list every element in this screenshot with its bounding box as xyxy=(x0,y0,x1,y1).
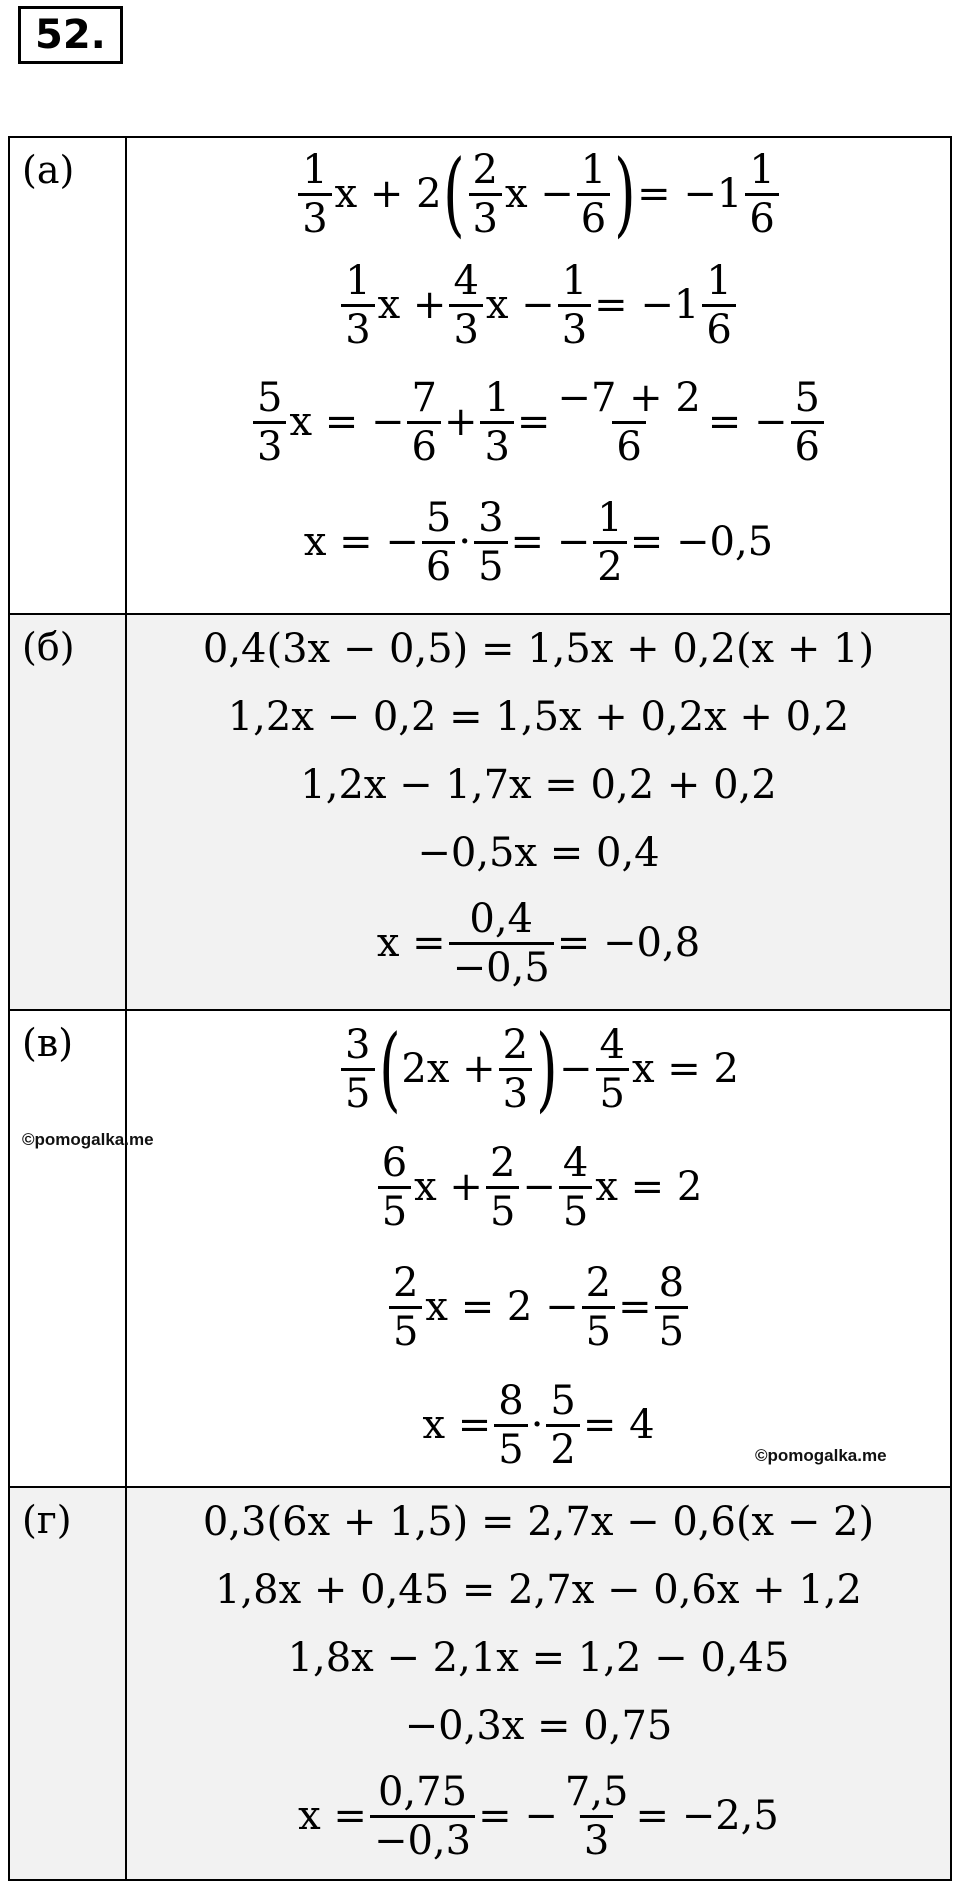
part-a-label: (а) xyxy=(9,137,126,614)
denominator: 3 xyxy=(469,193,502,239)
fraction xyxy=(499,1021,532,1117)
denominator: 5 xyxy=(494,1424,527,1470)
fraction xyxy=(474,494,507,590)
part-d-line-1: 0,3(6x + 1,5) = 2,7x − 0,6(x − 2) xyxy=(202,1499,875,1545)
denominator: −0,3 xyxy=(370,1815,475,1861)
part-b-line-1: 0,4(3x − 0,5) = 1,5x + 0,2(x + 1) xyxy=(202,626,875,672)
expr-text: x + xyxy=(414,1164,483,1210)
expr-text: = − xyxy=(478,1793,558,1839)
part-a-line-1 xyxy=(295,138,782,250)
fraction xyxy=(449,895,554,991)
denominator: 5 xyxy=(389,1306,422,1352)
fraction xyxy=(494,1377,527,1473)
expr-text: = xyxy=(618,1284,652,1330)
part-c-row xyxy=(9,1010,951,1487)
part-a-line-2 xyxy=(338,250,739,360)
part-d-row xyxy=(9,1487,951,1880)
fraction xyxy=(341,257,374,353)
fraction xyxy=(480,374,513,470)
right-paren: ) xyxy=(536,1015,558,1122)
numerator: 1 xyxy=(484,374,510,421)
fraction xyxy=(422,494,455,590)
right-paren: ) xyxy=(614,140,636,247)
fraction xyxy=(486,1139,519,1235)
expr-text: + xyxy=(443,399,478,445)
numerator: −7 + 2 xyxy=(557,374,701,421)
expr-text: = −1 xyxy=(637,171,743,217)
numerator: 0,75 xyxy=(377,1768,468,1815)
expr-text: = −0,5 xyxy=(629,519,774,565)
denominator: 5 xyxy=(474,541,507,587)
expr-text: x = − xyxy=(289,399,405,445)
expr-text: = −1 xyxy=(594,282,700,328)
numerator: 1 xyxy=(706,257,732,304)
expr-text: − xyxy=(522,1164,556,1210)
expr-text: − xyxy=(559,1046,593,1092)
expr-text: · xyxy=(530,1402,544,1448)
part-c-line-3 xyxy=(386,1247,691,1367)
part-a-solution xyxy=(126,137,951,614)
numerator: 7,5 xyxy=(564,1768,629,1815)
fraction xyxy=(791,374,824,470)
denominator: 5 xyxy=(559,1186,592,1232)
expr-text: x + 2 xyxy=(334,171,442,217)
watermark-right: ©pomogalka.me xyxy=(755,1446,887,1465)
fraction xyxy=(449,257,482,353)
denominator: 6 xyxy=(422,541,455,587)
fraction xyxy=(407,374,440,470)
fraction xyxy=(655,1259,688,1355)
numerator: 1 xyxy=(580,146,607,193)
fraction xyxy=(582,1259,615,1355)
part-a-line-3 xyxy=(250,360,827,484)
denominator: 3 xyxy=(449,304,482,350)
problem-number: 52. xyxy=(18,6,123,64)
numerator: 0,4 xyxy=(469,895,534,942)
fraction xyxy=(389,1259,422,1355)
numerator: 2 xyxy=(472,146,498,193)
denominator: −0,5 xyxy=(449,942,554,988)
denominator: 6 xyxy=(702,304,735,350)
numerator: 3 xyxy=(478,494,504,541)
fraction xyxy=(559,1139,592,1235)
numerator: 5 xyxy=(257,374,283,421)
denominator: 6 xyxy=(745,193,778,239)
part-c-solution xyxy=(126,1010,951,1487)
part-b-line-4: −0,5x = 0,4 xyxy=(417,830,660,876)
part-d-line-4: −0,3x = 0,75 xyxy=(404,1703,673,1749)
part-b-line-2: 1,2x − 0,2 = 1,5x + 0,2x + 0,2 xyxy=(227,694,850,740)
denominator: 3 xyxy=(298,193,331,239)
part-c-line-1 xyxy=(338,1011,739,1127)
fraction xyxy=(577,146,610,242)
numerator: 4 xyxy=(599,1021,625,1068)
watermark-left: ©pomogalka.me xyxy=(22,1130,154,1149)
numerator: 1 xyxy=(302,146,328,193)
expr-text: = − xyxy=(510,519,591,565)
expr-text: x = xyxy=(298,1793,367,1839)
fraction xyxy=(546,1377,579,1473)
expr-text: x = 2 xyxy=(631,1046,739,1092)
expr-text: = xyxy=(516,399,551,445)
numerator: 1 xyxy=(345,257,371,304)
denominator: 5 xyxy=(596,1068,629,1114)
fraction xyxy=(593,494,626,590)
part-a-row xyxy=(9,137,951,614)
part-b-label: (б) xyxy=(9,614,126,1010)
numerator: 1 xyxy=(749,146,775,193)
expr-text: · xyxy=(458,519,472,565)
expr-text: = −2,5 xyxy=(635,1793,779,1839)
part-c-line-4 xyxy=(422,1367,654,1483)
expr-text: x − xyxy=(485,282,555,328)
numerator: 3 xyxy=(345,1021,371,1068)
fraction xyxy=(553,374,704,470)
part-d-line-5 xyxy=(298,1760,779,1872)
fraction xyxy=(298,146,331,242)
expr-text: x + xyxy=(377,282,447,328)
part-d-line-3: 1,8x − 2,1x = 1,2 − 0,45 xyxy=(287,1635,790,1681)
denominator: 2 xyxy=(546,1424,579,1470)
numerator: 8 xyxy=(658,1259,685,1306)
expr-text: = −0,8 xyxy=(556,920,701,966)
part-c-line-2 xyxy=(375,1127,703,1247)
fraction xyxy=(702,257,735,353)
fraction xyxy=(745,146,778,242)
fraction xyxy=(341,1021,374,1117)
expr-text: x = − xyxy=(303,519,419,565)
denominator: 5 xyxy=(341,1068,374,1114)
denominator: 5 xyxy=(655,1306,688,1352)
numerator: 5 xyxy=(794,374,820,421)
numerator: 6 xyxy=(381,1139,408,1186)
solution-table xyxy=(8,136,952,1881)
numerator: 8 xyxy=(498,1377,524,1424)
denominator: 3 xyxy=(499,1068,532,1114)
denominator: 3 xyxy=(341,304,374,350)
part-b-row xyxy=(9,614,951,1010)
left-paren: ( xyxy=(442,140,465,247)
denominator: 5 xyxy=(582,1306,615,1352)
fraction xyxy=(558,257,591,353)
denominator: 6 xyxy=(612,421,645,467)
denominator: 6 xyxy=(791,421,824,467)
denominator: 5 xyxy=(378,1186,411,1232)
numerator: 2 xyxy=(502,1021,529,1068)
part-b-solution xyxy=(126,614,951,1010)
denominator: 6 xyxy=(407,421,440,467)
denominator: 3 xyxy=(480,421,513,467)
fraction xyxy=(561,1768,633,1864)
expr-text: x = xyxy=(376,920,446,966)
expr-text: x = 2 xyxy=(595,1164,703,1210)
numerator: 4 xyxy=(562,1139,589,1186)
numerator: 2 xyxy=(585,1259,612,1306)
fraction xyxy=(253,374,286,470)
numerator: 7 xyxy=(411,374,437,421)
fraction xyxy=(370,1768,475,1864)
expr-text: 2x + xyxy=(401,1046,496,1092)
numerator: 5 xyxy=(425,494,452,541)
denominator: 2 xyxy=(593,541,626,587)
numerator: 1 xyxy=(561,257,588,304)
denominator: 3 xyxy=(580,1815,613,1861)
denominator: 3 xyxy=(253,421,286,467)
numerator: 5 xyxy=(550,1377,576,1424)
fraction xyxy=(378,1139,411,1235)
numerator: 4 xyxy=(453,257,479,304)
part-b-line-5 xyxy=(377,887,700,999)
expr-text: = 4 xyxy=(582,1402,655,1448)
numerator: 2 xyxy=(489,1139,516,1186)
numerator: 1 xyxy=(597,494,623,541)
part-c-label: (в) xyxy=(9,1010,126,1487)
fraction xyxy=(596,1021,629,1117)
part-b-line-3: 1,2x − 1,7x = 0,2 + 0,2 xyxy=(300,762,777,808)
denominator: 5 xyxy=(486,1186,519,1232)
denominator: 3 xyxy=(558,304,591,350)
expr-text: = − xyxy=(707,399,788,445)
part-a-line-4 xyxy=(304,484,773,600)
numerator: 2 xyxy=(392,1259,419,1306)
denominator: 6 xyxy=(577,193,610,239)
fraction xyxy=(469,146,502,242)
expr-text: x = 2 − xyxy=(425,1284,579,1330)
expr-text: x − xyxy=(504,171,574,217)
left-paren: ( xyxy=(378,1015,401,1122)
part-d-label: (г) xyxy=(9,1487,126,1880)
part-d-solution xyxy=(126,1487,951,1880)
part-d-line-2: 1,8x + 0,45 = 2,7x − 0,6x + 1,2 xyxy=(215,1567,862,1613)
expr-text: x = xyxy=(422,1402,492,1448)
